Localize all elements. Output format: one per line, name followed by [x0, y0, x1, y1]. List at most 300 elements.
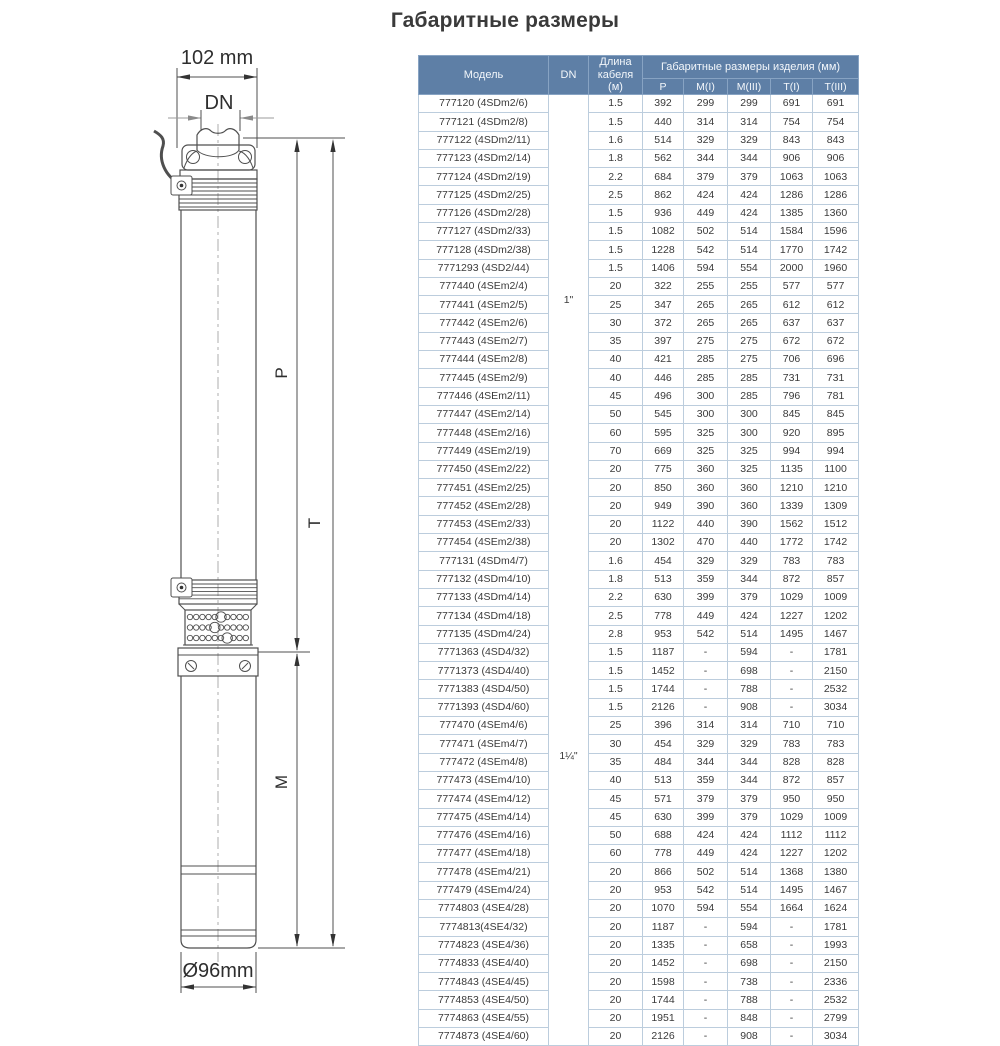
value-cell: 514: [728, 625, 771, 643]
value-cell: 1335: [643, 936, 684, 954]
value-cell: 20: [589, 1028, 643, 1046]
model-cell: 777443 (4SEm2/7): [419, 332, 549, 350]
value-cell: 344: [728, 570, 771, 588]
table-header: [419, 56, 859, 95]
value-cell: 60: [589, 424, 643, 442]
value-cell: 1380: [813, 863, 859, 881]
value-cell: 1302: [643, 534, 684, 552]
value-cell: 424: [728, 826, 771, 844]
table-row: [419, 881, 859, 899]
value-cell: 424: [728, 186, 771, 204]
value-cell: 379: [684, 790, 728, 808]
value-cell: 390: [728, 515, 771, 533]
table-row: [419, 826, 859, 844]
value-cell: 688: [643, 826, 684, 844]
dimension-line-p: [294, 139, 299, 651]
model-cell: 777442 (4SEm2/6): [419, 314, 549, 332]
value-cell: 20: [589, 936, 643, 954]
value-cell: 781: [813, 387, 859, 405]
table-row: [419, 351, 859, 369]
value-cell: 440: [643, 113, 684, 131]
value-cell: 513: [643, 570, 684, 588]
value-cell: 2.2: [589, 588, 643, 606]
value-cell: -: [771, 1009, 813, 1027]
value-cell: 285: [684, 369, 728, 387]
model-cell: 777134 (4SDm4/18): [419, 607, 549, 625]
value-cell: 379: [728, 168, 771, 186]
value-cell: 285: [728, 369, 771, 387]
value-cell: 45: [589, 790, 643, 808]
model-cell: 777478 (4SEm4/21): [419, 863, 549, 881]
value-cell: 424: [728, 204, 771, 222]
table-row: [419, 94, 859, 112]
table-row: [419, 717, 859, 735]
table-row: [419, 918, 859, 936]
model-cell: 7774863 (4SE4/55): [419, 1009, 549, 1027]
value-cell: 299: [728, 94, 771, 112]
value-cell: 514: [728, 881, 771, 899]
value-cell: 449: [684, 607, 728, 625]
col-header-dims-group: Габаритные размеры изделия (мм): [643, 56, 859, 79]
col-header-tiii: T(III): [813, 79, 859, 95]
model-cell: 777473 (4SEm4/10): [419, 771, 549, 789]
value-cell: 1070: [643, 899, 684, 917]
dim-t-label: T: [305, 517, 324, 529]
value-cell: 484: [643, 753, 684, 771]
value-cell: 322: [643, 277, 684, 295]
value-cell: 691: [771, 94, 813, 112]
value-cell: 542: [684, 625, 728, 643]
value-cell: 329: [728, 131, 771, 149]
value-cell: 20: [589, 497, 643, 515]
value-cell: 396: [643, 717, 684, 735]
value-cell: 20: [589, 954, 643, 972]
value-cell: -: [684, 643, 728, 661]
dn-group-label: 1": [563, 293, 574, 306]
model-cell: 777453 (4SEm2/33): [419, 515, 549, 533]
model-cell: 777133 (4SDm4/14): [419, 588, 549, 606]
value-cell: 672: [771, 332, 813, 350]
value-cell: 329: [728, 552, 771, 570]
value-cell: 1596: [813, 223, 859, 241]
value-cell: 1112: [771, 826, 813, 844]
value-cell: 1467: [813, 881, 859, 899]
value-cell: -: [684, 698, 728, 716]
value-cell: 360: [684, 460, 728, 478]
value-cell: 949: [643, 497, 684, 515]
value-cell: 314: [728, 717, 771, 735]
value-cell: 3034: [813, 698, 859, 716]
table-row: [419, 735, 859, 753]
value-cell: 778: [643, 607, 684, 625]
value-cell: 514: [728, 223, 771, 241]
value-cell: 20: [589, 991, 643, 1009]
table-row: [419, 204, 859, 222]
value-cell: 1339: [771, 497, 813, 515]
value-cell: -: [771, 954, 813, 972]
value-cell: 399: [684, 588, 728, 606]
motor-section: [181, 676, 256, 948]
table-row: [419, 168, 859, 186]
value-cell: 344: [728, 753, 771, 771]
value-cell: -: [771, 662, 813, 680]
model-cell: 777470 (4SEm4/6): [419, 717, 549, 735]
cable-clip-bottom: [171, 578, 192, 597]
value-cell: 710: [813, 717, 859, 735]
value-cell: 440: [684, 515, 728, 533]
value-cell: 1.6: [589, 552, 643, 570]
value-cell: 397: [643, 332, 684, 350]
model-cell: 777445 (4SEm2/9): [419, 369, 549, 387]
value-cell: 783: [813, 735, 859, 753]
value-cell: 1227: [771, 607, 813, 625]
value-cell: 20: [589, 899, 643, 917]
value-cell: 265: [728, 314, 771, 332]
value-cell: 20: [589, 479, 643, 497]
table-row: [419, 460, 859, 478]
value-cell: 359: [684, 570, 728, 588]
value-cell: 379: [728, 790, 771, 808]
value-cell: 828: [813, 753, 859, 771]
value-cell: 577: [771, 277, 813, 295]
value-cell: 35: [589, 753, 643, 771]
value-cell: -: [771, 991, 813, 1009]
model-cell: 777125 (4SDm2/25): [419, 186, 549, 204]
value-cell: 275: [728, 351, 771, 369]
model-cell: 777452 (4SEm2/28): [419, 497, 549, 515]
value-cell: 20: [589, 881, 643, 899]
value-cell: 300: [684, 387, 728, 405]
value-cell: 20: [589, 460, 643, 478]
model-cell: 777126 (4SDm2/28): [419, 204, 549, 222]
value-cell: 1406: [643, 259, 684, 277]
value-cell: 1598: [643, 973, 684, 991]
value-cell: 1452: [643, 662, 684, 680]
model-cell: 777451 (4SEm2/25): [419, 479, 549, 497]
coupling-screw-left: [186, 661, 197, 672]
value-cell: 1742: [813, 534, 859, 552]
table-row: [419, 223, 859, 241]
value-cell: 1664: [771, 899, 813, 917]
value-cell: 594: [684, 899, 728, 917]
value-cell: 630: [643, 588, 684, 606]
value-cell: 1082: [643, 223, 684, 241]
value-cell: 285: [684, 351, 728, 369]
value-cell: 950: [813, 790, 859, 808]
model-cell: 777448 (4SEm2/16): [419, 424, 549, 442]
value-cell: 1135: [771, 460, 813, 478]
value-cell: 329: [684, 735, 728, 753]
table-row: [419, 1028, 859, 1046]
value-cell: 2.2: [589, 168, 643, 186]
value-cell: 936: [643, 204, 684, 222]
model-cell: 777474 (4SEm4/12): [419, 790, 549, 808]
table-row: [419, 515, 859, 533]
value-cell: 314: [728, 113, 771, 131]
value-cell: 577: [813, 277, 859, 295]
value-cell: 2799: [813, 1009, 859, 1027]
table-row: [419, 424, 859, 442]
value-cell: 906: [813, 149, 859, 167]
value-cell: 669: [643, 442, 684, 460]
table-row: [419, 607, 859, 625]
value-cell: 706: [771, 351, 813, 369]
value-cell: 731: [813, 369, 859, 387]
dimensions-table: [418, 55, 859, 1046]
value-cell: 1562: [771, 515, 813, 533]
value-cell: 1368: [771, 863, 813, 881]
value-cell: -: [771, 918, 813, 936]
model-cell: 777131 (4SDm4/7): [419, 552, 549, 570]
value-cell: 1452: [643, 954, 684, 972]
value-cell: 612: [771, 296, 813, 314]
value-cell: 3034: [813, 1028, 859, 1046]
value-cell: 20: [589, 863, 643, 881]
extension-lines: [243, 138, 345, 948]
value-cell: 265: [684, 314, 728, 332]
value-cell: 1029: [771, 588, 813, 606]
value-cell: 424: [684, 826, 728, 844]
value-cell: 691: [813, 94, 859, 112]
value-cell: 1187: [643, 918, 684, 936]
value-cell: -: [684, 662, 728, 680]
value-cell: 684: [643, 168, 684, 186]
value-cell: 2126: [643, 1028, 684, 1046]
value-cell: 908: [728, 698, 771, 716]
model-cell: 7774803 (4SE4/28): [419, 899, 549, 917]
table-row: [419, 277, 859, 295]
value-cell: 314: [684, 717, 728, 735]
value-cell: 325: [684, 424, 728, 442]
value-cell: 731: [771, 369, 813, 387]
value-cell: 25: [589, 296, 643, 314]
model-cell: 777476 (4SEm4/16): [419, 826, 549, 844]
value-cell: 379: [728, 808, 771, 826]
value-cell: 950: [771, 790, 813, 808]
value-cell: 783: [771, 552, 813, 570]
value-cell: 265: [728, 296, 771, 314]
value-cell: 20: [589, 277, 643, 295]
value-cell: 1744: [643, 991, 684, 1009]
value-cell: 2.8: [589, 625, 643, 643]
value-cell: 344: [728, 771, 771, 789]
value-cell: -: [771, 680, 813, 698]
table-row: [419, 534, 859, 552]
value-cell: 329: [684, 552, 728, 570]
value-cell: -: [684, 991, 728, 1009]
value-cell: 1467: [813, 625, 859, 643]
col-header-ti: T(I): [771, 79, 813, 95]
value-cell: 866: [643, 863, 684, 881]
model-cell: 7771373 (4SD4/40): [419, 662, 549, 680]
value-cell: 1210: [813, 479, 859, 497]
table-row: [419, 771, 859, 789]
value-cell: 2000: [771, 259, 813, 277]
value-cell: 1009: [813, 808, 859, 826]
value-cell: 449: [684, 845, 728, 863]
value-cell: -: [771, 1028, 813, 1046]
value-cell: 1227: [771, 845, 813, 863]
value-cell: 50: [589, 405, 643, 423]
value-cell: 275: [684, 332, 728, 350]
value-cell: 1951: [643, 1009, 684, 1027]
value-cell: 372: [643, 314, 684, 332]
value-cell: -: [684, 680, 728, 698]
value-cell: 40: [589, 369, 643, 387]
value-cell: 783: [813, 552, 859, 570]
value-cell: 630: [643, 808, 684, 826]
spec-table-body: [419, 94, 859, 1045]
value-cell: 265: [684, 296, 728, 314]
value-cell: 594: [684, 259, 728, 277]
value-cell: 446: [643, 369, 684, 387]
table-row: [419, 588, 859, 606]
value-cell: 542: [684, 881, 728, 899]
value-cell: 255: [684, 277, 728, 295]
value-cell: 20: [589, 534, 643, 552]
value-cell: 360: [728, 497, 771, 515]
value-cell: 347: [643, 296, 684, 314]
value-cell: 514: [728, 241, 771, 259]
value-cell: 502: [684, 863, 728, 881]
value-cell: 35: [589, 332, 643, 350]
col-header-mi: M(I): [684, 79, 728, 95]
value-cell: 449: [684, 204, 728, 222]
value-cell: 1029: [771, 808, 813, 826]
table-row: [419, 296, 859, 314]
dim-width-top-label: 102 mm: [180, 47, 254, 69]
value-cell: 20: [589, 973, 643, 991]
value-cell: 20: [589, 918, 643, 936]
value-cell: 542: [684, 241, 728, 259]
value-cell: 1742: [813, 241, 859, 259]
value-cell: 359: [684, 771, 728, 789]
model-cell: 777479 (4SEm4/24): [419, 881, 549, 899]
cable-clip-top: [171, 176, 192, 195]
value-cell: 562: [643, 149, 684, 167]
value-cell: 637: [771, 314, 813, 332]
value-cell: 754: [813, 113, 859, 131]
value-cell: 325: [728, 460, 771, 478]
dimension-line-m: [294, 653, 299, 947]
model-cell: 777471 (4SEm4/7): [419, 735, 549, 753]
table-row: [419, 552, 859, 570]
value-cell: 698: [728, 954, 771, 972]
model-cell: 777450 (4SEm2/22): [419, 460, 549, 478]
table-row: [419, 991, 859, 1009]
value-cell: 658: [728, 936, 771, 954]
value-cell: -: [684, 918, 728, 936]
value-cell: 50: [589, 826, 643, 844]
value-cell: 1.5: [589, 204, 643, 222]
table-row: [419, 1009, 859, 1027]
value-cell: 796: [771, 387, 813, 405]
table-row: [419, 643, 859, 661]
value-cell: 424: [684, 186, 728, 204]
value-cell: 40: [589, 351, 643, 369]
col-header-model: Модель: [419, 56, 549, 95]
value-cell: -: [684, 973, 728, 991]
value-cell: 60: [589, 845, 643, 863]
value-cell: 1360: [813, 204, 859, 222]
model-cell: 7774843 (4SE4/45): [419, 973, 549, 991]
table-row: [419, 314, 859, 332]
model-cell: 777440 (4SEm2/4): [419, 277, 549, 295]
value-cell: 857: [813, 570, 859, 588]
model-cell: 777446 (4SEm2/11): [419, 387, 549, 405]
model-cell: 7774823 (4SE4/36): [419, 936, 549, 954]
pump-head: [180, 145, 257, 179]
value-cell: 30: [589, 735, 643, 753]
value-cell: 1781: [813, 643, 859, 661]
value-cell: 424: [728, 845, 771, 863]
model-cell: 777122 (4SDm2/11): [419, 131, 549, 149]
value-cell: 1286: [813, 186, 859, 204]
table-row: [419, 680, 859, 698]
value-cell: 344: [684, 753, 728, 771]
model-cell: 777472 (4SEm4/8): [419, 753, 549, 771]
value-cell: 994: [813, 442, 859, 460]
value-cell: 424: [728, 607, 771, 625]
value-cell: 379: [728, 588, 771, 606]
value-cell: 344: [728, 149, 771, 167]
value-cell: 502: [684, 223, 728, 241]
model-cell: 777121 (4SDm2/8): [419, 113, 549, 131]
value-cell: 1744: [643, 680, 684, 698]
table-row: [419, 570, 859, 588]
value-cell: 545: [643, 405, 684, 423]
value-cell: 360: [728, 479, 771, 497]
value-cell: 1781: [813, 918, 859, 936]
value-cell: 20: [589, 1009, 643, 1027]
dim-p-label: P: [272, 367, 291, 379]
value-cell: 329: [684, 131, 728, 149]
value-cell: 862: [643, 186, 684, 204]
value-cell: 612: [813, 296, 859, 314]
value-cell: 454: [643, 735, 684, 753]
table-row: [419, 113, 859, 131]
value-cell: 325: [728, 442, 771, 460]
table-row: [419, 863, 859, 881]
value-cell: 2532: [813, 991, 859, 1009]
value-cell: 514: [728, 863, 771, 881]
table-row: [419, 131, 859, 149]
value-cell: -: [684, 1009, 728, 1027]
value-cell: 1770: [771, 241, 813, 259]
value-cell: 1.5: [589, 94, 643, 112]
page-title: Габаритные размеры: [390, 9, 620, 32]
table-row: [419, 149, 859, 167]
value-cell: 470: [684, 534, 728, 552]
value-cell: 1.5: [589, 241, 643, 259]
value-cell: 906: [771, 149, 813, 167]
value-cell: 845: [771, 405, 813, 423]
value-cell: 2150: [813, 662, 859, 680]
table-row: [419, 405, 859, 423]
table-row: [419, 186, 859, 204]
table-row: [419, 369, 859, 387]
value-cell: 920: [771, 424, 813, 442]
value-cell: 1187: [643, 643, 684, 661]
table-row: [419, 625, 859, 643]
value-cell: 314: [684, 113, 728, 131]
value-cell: 1309: [813, 497, 859, 515]
model-cell: 7774853 (4SE4/50): [419, 991, 549, 1009]
value-cell: 637: [813, 314, 859, 332]
value-cell: 379: [684, 168, 728, 186]
value-cell: -: [771, 973, 813, 991]
value-cell: 300: [728, 424, 771, 442]
